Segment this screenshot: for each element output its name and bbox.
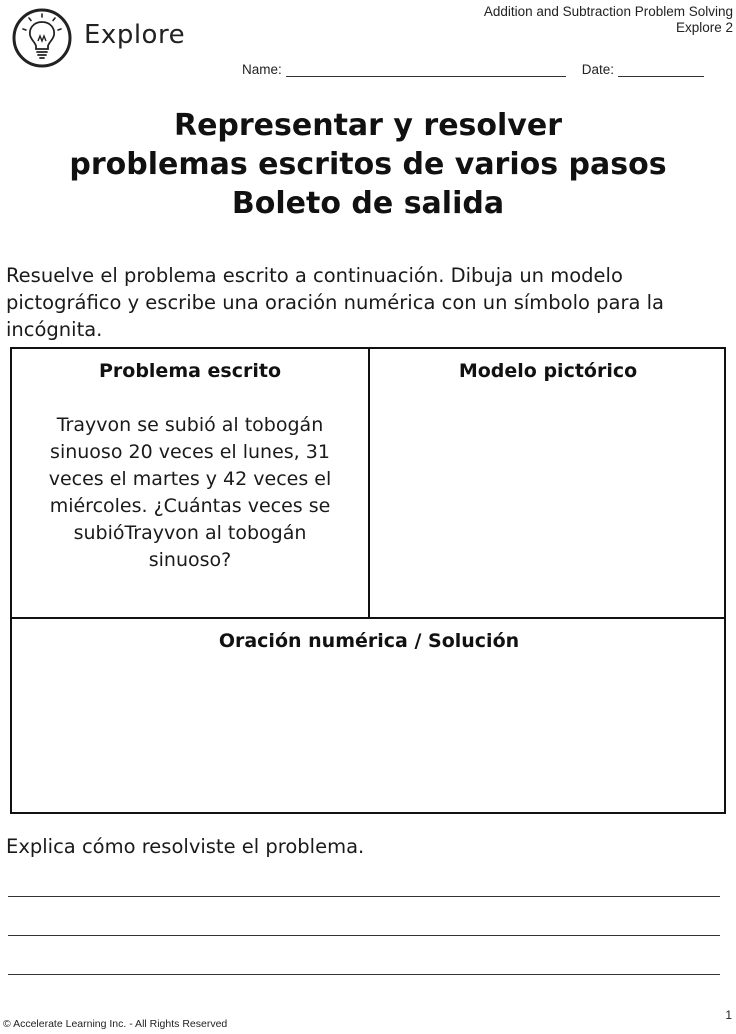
title-line-2: problemas escritos de varios pasos [69, 147, 667, 182]
explain-prompt: Explica cómo resolviste el problema. [6, 835, 365, 858]
unit-header [484, 4, 733, 36]
page-number: 1 [725, 1008, 732, 1022]
date-label: Date: [581, 62, 615, 77]
pictorial-model-heading: Modelo pictórico [458, 360, 638, 382]
pictorial-model-cell[interactable] [370, 349, 726, 619]
title-line-1: Representar y resolver [173, 108, 563, 143]
copyright-footer: © Accelerate Learning Inc. - All Rights Reserved [3, 1018, 228, 1030]
answer-line-2[interactable] [8, 935, 720, 936]
lightbulb-icon [12, 8, 72, 68]
worksheet-table [10, 347, 726, 814]
date-field[interactable] [618, 63, 704, 77]
page-title [0, 106, 736, 223]
name-field[interactable] [286, 63, 566, 77]
name-label: Name: [242, 62, 282, 77]
word-problem-cell [12, 349, 370, 619]
answer-line-3[interactable] [8, 974, 720, 975]
instructions-text: Resuelve el problema escrito a continuación. Dibuja un modelo pictográfico y escribe una oración numérica con un símbolo para la incógnita. [6, 264, 665, 341]
lesson-label: Explore 2 [675, 20, 733, 35]
word-problem-text: Trayvon se subió al tobogán sinuoso 20 veces el lunes, 31 veces el martes y 42 veces el miércoles. ¿Cuántas veces se subióTrayvon al tobogán sinuoso? [48, 414, 332, 571]
lightbulb-logo [12, 8, 72, 68]
name-date-row [242, 62, 704, 77]
word-problem-heading: Problema escrito [98, 360, 282, 382]
number-sentence-cell[interactable] [12, 619, 726, 812]
section-label: Explore [84, 20, 186, 50]
answer-line-1[interactable] [8, 896, 720, 897]
title-line-3: Boleto de salida [231, 186, 505, 221]
unit-title: Addition and Subtraction Problem Solving [483, 4, 733, 19]
number-sentence-heading: Oración numérica / Solución [218, 630, 520, 652]
